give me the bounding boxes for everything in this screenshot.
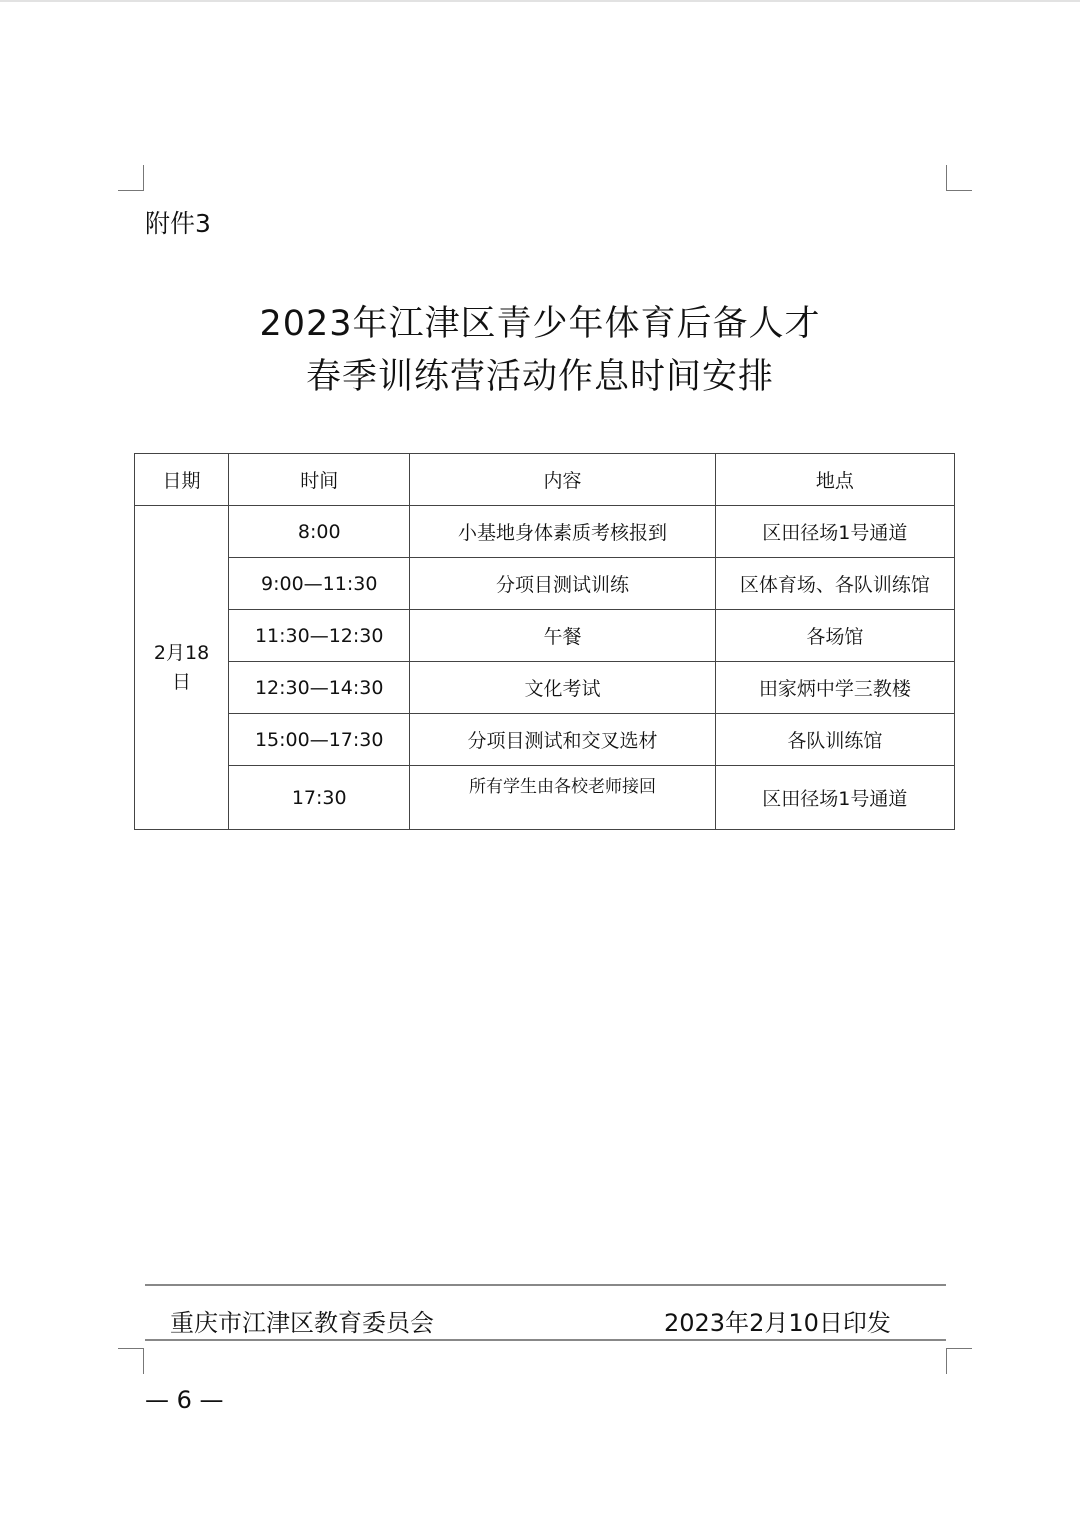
time-cell: 12:30—14:30 <box>229 662 410 714</box>
date-cell <box>135 506 229 830</box>
issue-date: 2023年2月10日印发 <box>664 1309 891 1337</box>
place-cell: 田家炳中学三教楼 <box>715 662 954 714</box>
table-header-row <box>135 454 955 506</box>
table-row <box>135 558 955 610</box>
header-date: 日期 <box>135 454 229 506</box>
header-content: 内容 <box>410 454 715 506</box>
time-cell: 11:30—12:30 <box>229 610 410 662</box>
content-cell: 小基地身体素质考核报到 <box>410 506 715 558</box>
crop-mark-bottom-left <box>118 1348 144 1374</box>
content-cell: 分项目测试训练 <box>410 558 715 610</box>
date-cell-line-2: 日 <box>172 670 192 693</box>
content-cell: 文化考试 <box>410 662 715 714</box>
crop-mark-top-right <box>946 165 972 191</box>
table-row <box>135 610 955 662</box>
time-cell: 9:00—11:30 <box>229 558 410 610</box>
page-top-edge <box>0 0 1080 2</box>
time-cell: 8:00 <box>229 506 410 558</box>
content-cell: 所有学生由各校老师接回 <box>410 766 715 830</box>
crop-mark-top-left <box>118 165 144 191</box>
place-cell: 区田径场1号通道 <box>715 506 954 558</box>
place-cell: 区田径场1号通道 <box>715 766 954 830</box>
place-cell: 区体育场、各队训练馆 <box>715 558 954 610</box>
place-cell: 各场馆 <box>715 610 954 662</box>
footer-divider-bottom <box>145 1339 946 1341</box>
header-time: 时间 <box>229 454 410 506</box>
table-row <box>135 506 955 558</box>
time-cell: 15:00—17:30 <box>229 714 410 766</box>
crop-mark-bottom-right <box>946 1348 972 1374</box>
content-cell: 分项目测试和交叉选材 <box>410 714 715 766</box>
date-cell-line-1: 2月18 <box>153 641 210 664</box>
content-cell: 午餐 <box>410 610 715 662</box>
schedule-table <box>134 453 955 830</box>
document-title-line-2: 春季训练营活动作息时间安排 <box>305 357 774 397</box>
page-number: — 6 — <box>145 1386 224 1414</box>
table-row <box>135 714 955 766</box>
table-row <box>135 662 955 714</box>
place-cell: 各队训练馆 <box>715 714 954 766</box>
header-place: 地点 <box>715 454 954 506</box>
table-row <box>135 766 955 830</box>
attachment-label: 附件3 <box>145 209 211 238</box>
time-cell: 17:30 <box>229 766 410 830</box>
document-title-line-1: 2023年江津区青少年体育后备人才 <box>259 304 821 344</box>
footer-divider-top <box>145 1284 946 1286</box>
issuer-name: 重庆市江津区教育委员会 <box>170 1309 434 1337</box>
